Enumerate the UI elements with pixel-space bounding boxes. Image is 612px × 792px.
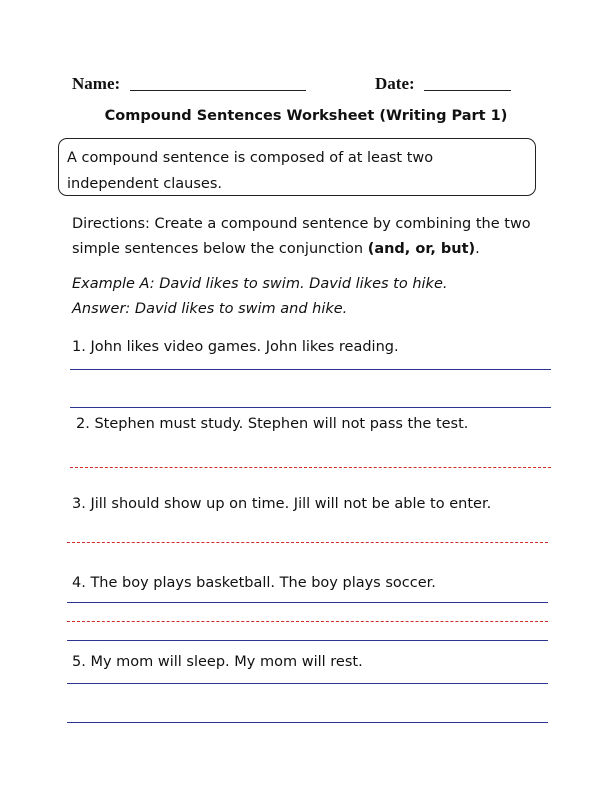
date-blank[interactable] bbox=[424, 90, 511, 91]
conjunctions: (and, or, but) bbox=[367, 241, 476, 257]
answer-line-4b[interactable] bbox=[67, 621, 548, 622]
question-4: 4. The boy plays basketball. The boy plays soccer. bbox=[72, 575, 436, 591]
definition-line-2: independent clauses. bbox=[67, 176, 222, 192]
name-label: Name: bbox=[72, 74, 121, 93]
definition-line-1: A compound sentence is composed of at least two bbox=[67, 150, 434, 166]
worksheet-title: Compound Sentences Worksheet (Writing Part 1) bbox=[104, 108, 508, 124]
answer-line-5a[interactable] bbox=[67, 683, 548, 684]
answer-line-2[interactable] bbox=[70, 467, 551, 468]
question-1: 1. John likes video games. John likes reading. bbox=[72, 339, 399, 355]
answer-line-4a[interactable] bbox=[67, 602, 548, 603]
answer-line-5b[interactable] bbox=[67, 722, 548, 723]
question-3: 3. Jill should show up on time. Jill will not be able to enter. bbox=[72, 496, 492, 512]
question-5: 5. My mom will sleep. My mom will rest. bbox=[72, 654, 363, 670]
definition-box bbox=[58, 138, 536, 196]
answer-line-4c[interactable] bbox=[67, 640, 548, 641]
directions-line-1: Directions: Create a compound sentence by combining the two bbox=[72, 216, 531, 232]
answer-line-3[interactable] bbox=[67, 542, 548, 543]
directions bbox=[72, 212, 531, 262]
name-blank[interactable] bbox=[130, 90, 306, 91]
date-label: Date: bbox=[375, 74, 415, 93]
answer-line-1a[interactable] bbox=[70, 369, 551, 370]
example-line: Example A: David likes to swim. David likes to hike. bbox=[72, 276, 448, 292]
example bbox=[72, 272, 448, 322]
answer-line-1b[interactable] bbox=[70, 407, 551, 408]
question-2: 2. Stephen must study. Stephen will not pass the test. bbox=[76, 416, 469, 432]
directions-line-2: simple sentences below the conjunction (and, or, but). bbox=[72, 241, 480, 257]
answer-line: Answer: David likes to swim and hike. bbox=[72, 301, 348, 317]
